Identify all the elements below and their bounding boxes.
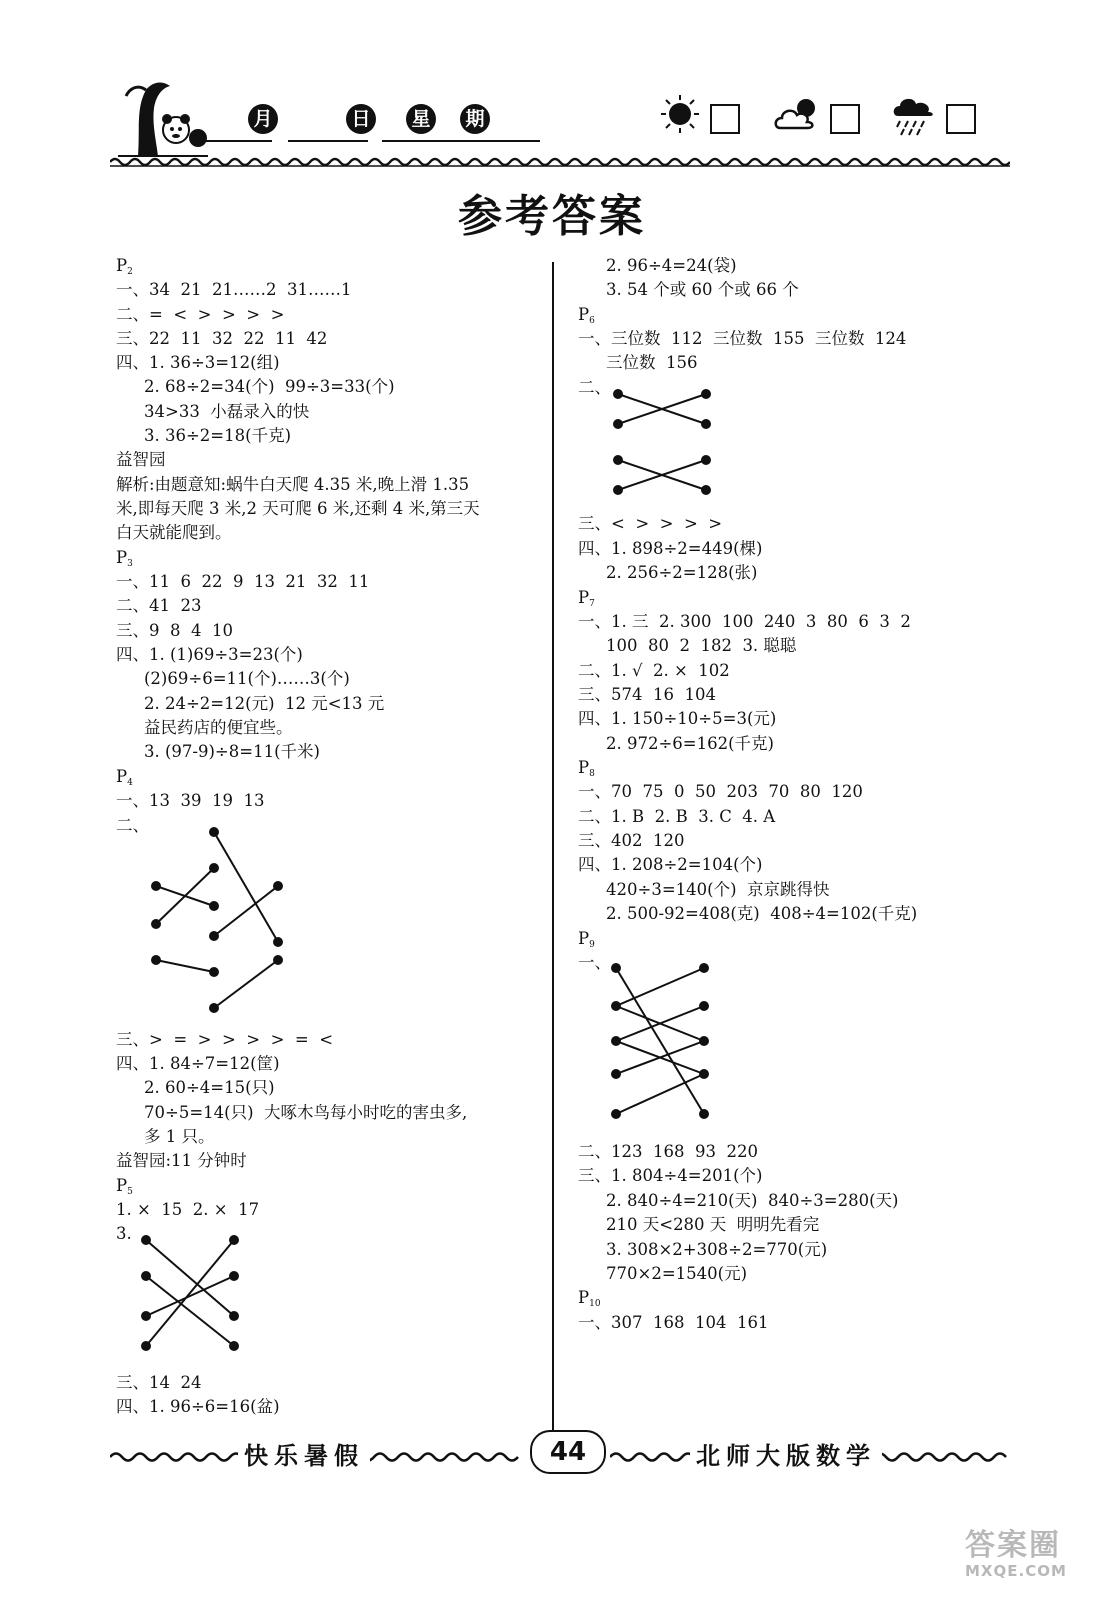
answer-line: 2. 68÷2=34(个) 99÷3=33(个) [144,377,395,396]
answer-line: 2. 972÷6=162(千克) [606,734,774,753]
answer-line: 2. 500-92=408(克) 408÷4=102(千克) [606,904,918,923]
watermark-logo [965,1520,1095,1590]
answer-line: 三、> = > > > > = < [116,1030,334,1049]
week-label-2: 期 [460,104,490,134]
rain-icon [890,94,936,138]
page-header [110,70,1010,170]
watermark-title: 答案圈 [965,1528,1061,1563]
answer-line: 1. × 15 2. × 17 [116,1200,260,1219]
answer-line: 三、9 8 4 10 [116,621,233,640]
week-label-1: 星 [406,104,436,134]
day-label: 日 [346,104,376,134]
page-ref-p10: $P_{10}$ [578,1288,601,1309]
column-divider [552,262,554,1442]
answer-line: 二、123 168 93 220 [578,1142,758,1161]
page-ref-p8: $P_8$ [578,758,595,779]
answer-line: 一、三位数 112 三位数 155 三位数 124 [578,329,907,348]
page-ref-p9: $P_9$ [578,929,595,950]
answer-line: 米,即每天爬 3 米,2 天可爬 6 米,还剩 4 米,第三天 [116,499,480,518]
page-ref-p6: $P_6$ [578,305,595,326]
answer-line: 二、1. √ 2. × 102 [578,661,730,680]
answer-line: 三、14 24 [116,1373,202,1392]
cloud-icon [772,94,822,134]
answer-line: 一、34 21 21……2 31……1 [116,280,352,299]
footer-edition: 北师大版数学 [690,1436,882,1471]
answer-line: 2. 96÷4=24(袋) [606,256,737,275]
answer-line: 解析:由题意知:蜗牛白天爬 4.35 米,晚上滑 1.35 [116,475,470,494]
page-title: 参考答案 [458,191,646,242]
answer-line: 70÷5=14(只) 大啄木鸟每小时吃的害虫多, [144,1103,468,1122]
answer-line: 白天就能爬到。 [116,523,232,542]
answer-line: 四、1. 84÷7=12(筐) [116,1054,280,1073]
answer-line: 一、70 75 0 50 203 70 80 120 [578,782,863,801]
watermark-url: MXQE.COM [965,1562,1067,1580]
answer-line: 2. 60÷4=15(只) [144,1078,275,1097]
answer-line: 420÷3=140(个) 京京跳得快 [606,880,830,899]
answer-line: 一、307 168 104 161 [578,1313,769,1332]
answer-line: 一、1. 三 2. 300 100 240 3 80 6 3 2 [578,612,911,631]
answer-line: (2)69÷6=11(个)……3(个) [144,669,350,688]
answer-line: 3. 36÷2=18(千克) [144,426,292,445]
answer-line: 三位数 156 [606,353,698,372]
cloudy-checkbox[interactable] [830,104,860,134]
answer-line: 3. (97-9)÷8=11(千米) [144,742,320,761]
page-ref-p5: $P_5$ [116,1176,133,1197]
answer-line: 三、402 120 [578,831,685,850]
sun-icon [660,94,700,134]
answer-line: 一、 [578,953,611,972]
answer-line: 一、13 39 19 13 [116,791,265,810]
answer-line: 四、1. 208÷2=104(个) [578,855,763,874]
answer-line: 益民药店的便宜些。 [144,718,293,737]
answer-line: 多 1 只。 [144,1127,215,1146]
answer-line: 二、 [578,378,611,397]
matching-diagram-p4 [146,824,286,1014]
page-ref-p7: $P_7$ [578,588,595,609]
answer-line: 3. [116,1224,132,1243]
answer-line: 三、1. 804÷4=201(个) [578,1166,763,1185]
answer-line: 三、22 11 32 22 11 42 [116,329,328,348]
rope-border [110,156,1010,168]
matching-diagram-p5 [136,1230,246,1360]
sunny-checkbox[interactable] [710,104,740,134]
page-ref-p3: $P_3$ [116,548,133,569]
answer-line: 二、= < > > > > [116,305,285,324]
matching-diagram-p9 [606,958,716,1128]
page-ref-p4: $P_4$ [116,767,133,788]
rainy-checkbox[interactable] [946,104,976,134]
answer-line: 2. 256÷2=128(张) [606,563,758,582]
answer-line: 四、1. (1)69÷3=23(个) [116,645,303,664]
answer-line: 210 天<280 天 明明先看完 [606,1215,820,1234]
page-number: 44 [530,1430,606,1474]
answer-line: 益智园 [116,450,166,469]
answer-line: 2. 840÷4=210(天) 840÷3=280(天) [606,1191,899,1210]
answer-line: 四、1. 36÷3=12(组) [116,353,280,372]
answer-line: 四、1. 96÷6=16(盆) [116,1397,280,1416]
page-ref-p2: $P_2$ [116,256,133,277]
answer-line: 100 80 2 182 3. 聪聪 [606,636,797,655]
page-footer [110,1428,1010,1488]
answer-line: 四、1. 898÷2=449(棵) [578,539,763,558]
cartoon-tree-bear-icon [118,78,208,158]
answer-line: 770×2=1540(元) [606,1264,748,1283]
footer-book-title: 快乐暑假 [238,1436,370,1471]
answer-line: 三、574 16 104 [578,685,716,704]
answer-line: 34>33 小磊录入的快 [144,402,310,421]
answer-line: 3. 308×2+308÷2=770(元) [606,1240,828,1259]
matching-diagram-p6 [608,384,718,508]
answer-line: 三、< > > > > [578,514,723,533]
answer-line: 二、41 23 [116,596,202,615]
left-column [116,254,546,1434]
answer-line: 二、 [116,816,149,835]
answer-line: 益智园:11 分钟时 [116,1151,247,1170]
answer-line: 二、1. B 2. B 3. C 4. A [578,807,776,826]
answer-line: 3. 54 个或 60 个或 66 个 [606,280,799,299]
answer-line: 四、1. 150÷10÷5=3(元) [578,709,777,728]
month-label: 月 [248,104,278,134]
right-column [578,254,1008,1434]
answer-line: 2. 24÷2=12(元) 12 元<13 元 [144,694,385,713]
answer-line: 一、11 6 22 9 13 21 32 11 [116,572,370,591]
